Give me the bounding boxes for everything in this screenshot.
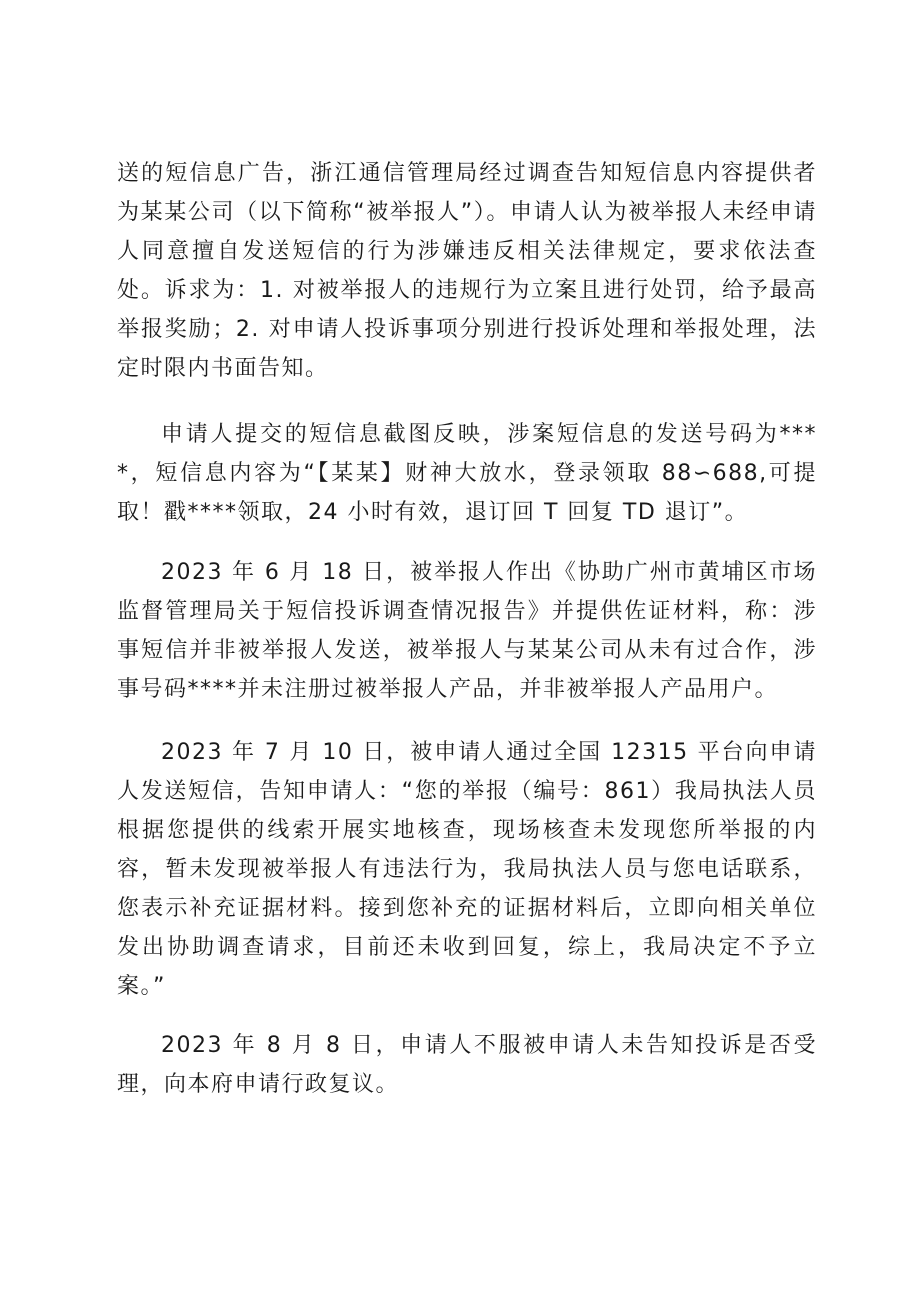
document-body	[117, 154, 817, 1104]
paragraph-sms-evidence: 申请人提交的短信息截图反映，涉案短信息的发送号码为****，短信息内容为“【某某】财神大放水，登录领取 88∽688,可提取！戳****领取，24 小时有效，退订回 T 回复 TD 退订”。	[117, 422, 817, 525]
paragraph-complaint-summary: 送的短信息广告，浙江通信管理局经过调查告知短信息内容提供者为某某公司（以下简称“被举报人”）。申请人认为被举报人未经申请人同意擅自发送短信的行为涉嫌违反相关法律规定，要求依法查处。诉求为：1. 对被举报人的违规行为立案且进行处罚，给予最高举报奖励；2. 对申请人投诉事项分别进行投诉处理和举报处理，法定时限内书面告知。	[117, 161, 817, 381]
paragraph-agency-notice: 2023 年 7 月 10 日，被申请人通过全国 12315 平台向申请人发送短信，告知申请人：“您的举报（编号：861）我局执法人员根据您提供的线索开展实地核查，现场核查未发现您所举报的内容，暂未发现被举报人有违法行为，我局执法人员与您电话联系，您表示补充证据材料。接到您补充的证据材料后，立即向相关单位发出协助调查请求，目前还未收到回复，综上，我局决定不予立案。”	[117, 740, 817, 999]
paragraph-review-application: 2023 年 8 月 8 日，申请人不服被申请人未告知投诉是否受理，向本府申请行政复议。	[117, 1033, 817, 1097]
paragraph-respondent-report: 2023 年 6 月 18 日，被举报人作出《协助广州市黄埔区市场监督管理局关于短信投诉调查情况报告》并提供佐证材料，称：涉事短信并非被举报人发送，被举报人与某某公司从未有过合作，涉事号码****并未注册过被举报人产品，并非被举报人产品用户。	[117, 560, 817, 702]
